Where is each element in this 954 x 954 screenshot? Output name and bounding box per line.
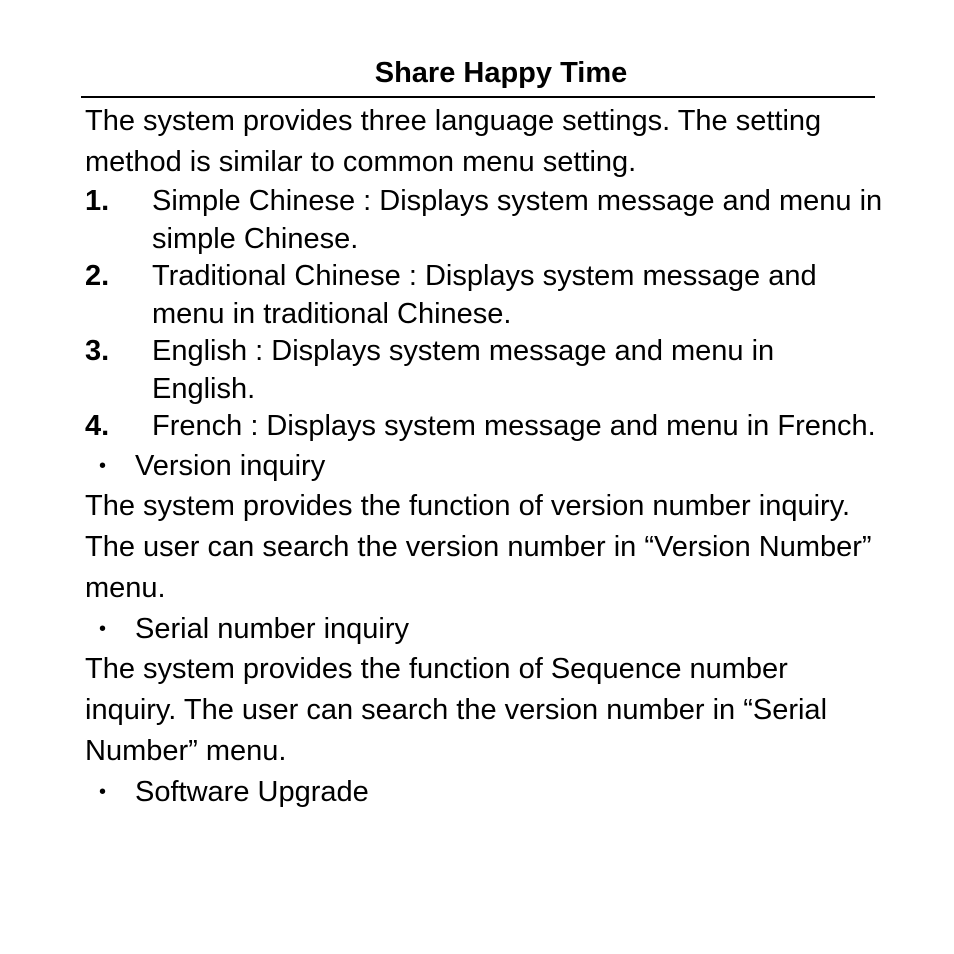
- list-item: [85, 258, 885, 333]
- header-divider: [81, 96, 875, 98]
- list-item-text: Simple Chinese : Displays system message and menu in simple Chinese.: [152, 185, 883, 255]
- section-heading-version-inquiry: [85, 446, 885, 486]
- list-item: [85, 333, 885, 408]
- bullet-icon: •: [99, 617, 107, 640]
- serial-inquiry-paragraph: The system provides the function of Sequence number inquiry. The user can search the version number in “Serial Number” menu.: [85, 652, 828, 767]
- language-list: [85, 183, 885, 446]
- document-body: [85, 101, 885, 812]
- list-number: 4.: [85, 410, 110, 442]
- section-heading-text: Version inquiry: [135, 449, 326, 482]
- list-item: [85, 183, 885, 258]
- list-number: 2.: [85, 260, 110, 292]
- page-header-title: Share Happy Time: [374, 57, 628, 89]
- section-heading-text: Serial number inquiry: [135, 612, 410, 645]
- section-heading-serial-inquiry: [85, 609, 885, 649]
- list-item-text: English : Displays system message and menu in English.: [152, 335, 775, 405]
- section-heading-text: Software Upgrade: [135, 775, 369, 808]
- list-item-text: French : Displays system message and menu in French.: [152, 410, 876, 442]
- bullet-icon: •: [99, 780, 107, 803]
- bullet-icon: •: [99, 454, 107, 477]
- list-item: [85, 408, 885, 446]
- list-number: 3.: [85, 335, 110, 367]
- intro-paragraph: The system provides three language settings. The setting method is similar to common menu setting.: [85, 105, 822, 178]
- list-number: 1.: [85, 185, 110, 217]
- list-item-text: Traditional Chinese : Displays system message and menu in traditional Chinese.: [152, 260, 817, 330]
- section-heading-software-upgrade: [85, 772, 885, 812]
- version-inquiry-paragraph: The system provides the function of version number inquiry. The user can search the version number in “Version Number” menu.: [85, 489, 872, 604]
